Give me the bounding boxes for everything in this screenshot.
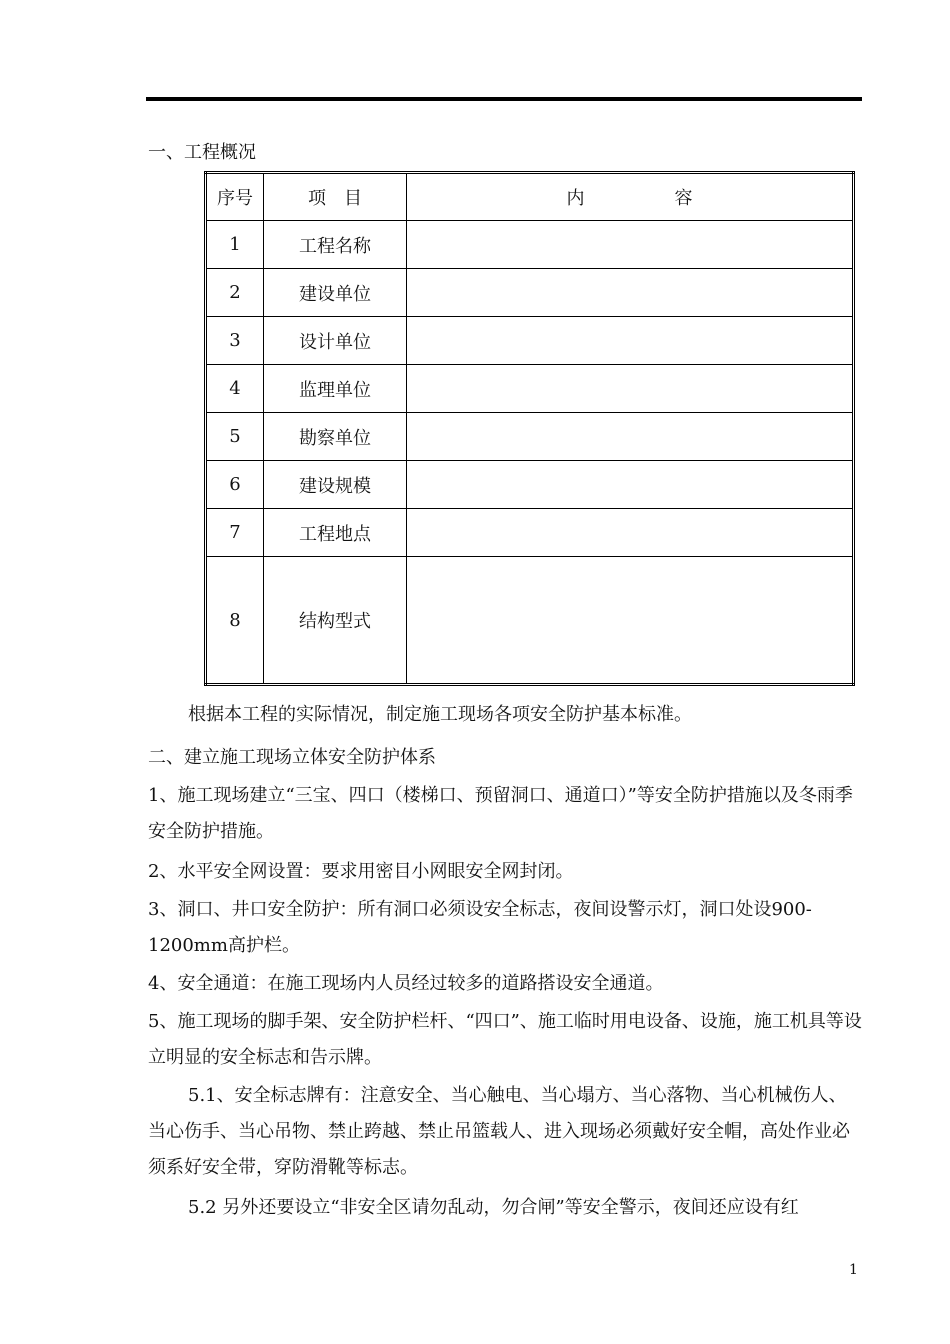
table-header-row xyxy=(206,173,854,221)
section-2-heading: 二、建立施工现场立体安全防护体系 xyxy=(148,747,436,768)
item-5: 5、施工现场的脚手架、安全防护栏杆、“四口”、施工临时用电设备、设施，施工机具等设立明显的安全标志和告示牌。 xyxy=(148,1011,862,1068)
item-1: 1、施工现场建立“三宝、四口（楼梯口、预留洞口、通道口）”等安全防护措施以及冬雨季安全防护措施。 xyxy=(148,785,853,842)
row-content xyxy=(407,269,854,317)
item-5-1: 5.1、安全标志牌有：注意安全、当心触电、当心塌方、当心落物、当心机械伤人、当心伤手、当心吊物、禁止跨越、禁止吊篮载人、进入现场必须戴好安全帽，高处作业必须系好安全带，穿防滑靴等标志。 xyxy=(148,1085,850,1178)
table-row xyxy=(206,365,854,413)
row-item: 勘察单位 xyxy=(264,413,407,461)
header-content: 内 容 xyxy=(407,173,854,221)
row-no: 8 xyxy=(206,557,264,685)
row-item: 工程名称 xyxy=(264,221,407,269)
row-content xyxy=(407,413,854,461)
row-no: 1 xyxy=(206,221,264,269)
table-row xyxy=(206,557,854,685)
row-item: 建设规模 xyxy=(264,461,407,509)
row-no: 3 xyxy=(206,317,264,365)
item-3: 3、洞口、井口安全防护：所有洞口必须设安全标志，夜间设警示灯，洞口处设900-1200mm高护栏。 xyxy=(148,899,812,956)
row-content xyxy=(407,317,854,365)
header-rule xyxy=(146,97,862,101)
row-no: 4 xyxy=(206,365,264,413)
row-item: 工程地点 xyxy=(264,509,407,557)
table-row xyxy=(206,461,854,509)
row-item: 结构型式 xyxy=(264,557,407,685)
row-no: 2 xyxy=(206,269,264,317)
project-overview-table xyxy=(204,171,855,686)
table-row xyxy=(206,317,854,365)
row-item: 监理单位 xyxy=(264,365,407,413)
table-row xyxy=(206,413,854,461)
section-1-heading: 一、工程概况 xyxy=(148,142,256,163)
row-no: 7 xyxy=(206,509,264,557)
table-row xyxy=(206,509,854,557)
header-item: 项 目 xyxy=(264,173,407,221)
table-row xyxy=(206,221,854,269)
table-row xyxy=(206,269,854,317)
row-content xyxy=(407,461,854,509)
row-content xyxy=(407,221,854,269)
item-2: 2、水平安全网设置：要求用密目小网眼安全网封闭。 xyxy=(148,861,574,882)
row-no: 5 xyxy=(206,413,264,461)
row-content xyxy=(407,509,854,557)
row-no: 6 xyxy=(206,461,264,509)
page-number: 1 xyxy=(849,1262,858,1278)
row-content xyxy=(407,557,854,685)
item-4: 4、安全通道：在施工现场内人员经过较多的道路搭设安全通道。 xyxy=(148,973,664,994)
row-item: 设计单位 xyxy=(264,317,407,365)
row-item: 建设单位 xyxy=(264,269,407,317)
header-no: 序号 xyxy=(206,173,264,221)
intro-paragraph: 根据本工程的实际情况，制定施工现场各项安全防护基本标准。 xyxy=(188,704,692,725)
item-5-2: 5.2 另外还要设立“非安全区请勿乱动，勿合闸”等安全警示，夜间还应设有红 xyxy=(188,1197,799,1218)
row-content xyxy=(407,365,854,413)
